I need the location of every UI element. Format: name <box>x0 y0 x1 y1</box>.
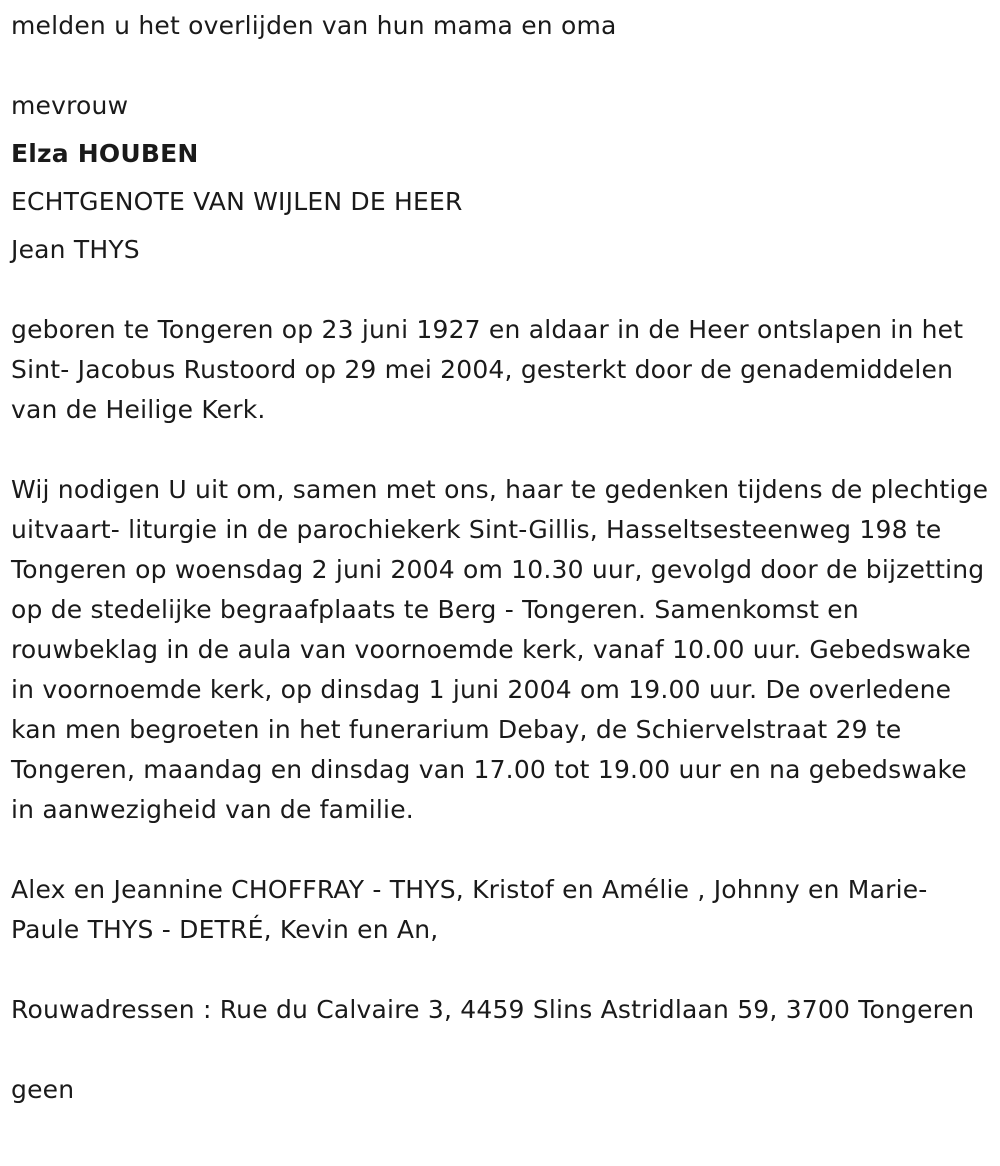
birth-death-paragraph: geboren te Tongeren op 23 juni 1927 en aldaar in de Heer ontslapen in het Sint- Jacobus Rustoord op 29 mei 2004, gesterkt door de genademiddelen van de Heilige Kerk. <box>11 315 964 424</box>
closing-text: geen <box>11 1075 75 1104</box>
intro-text: melden u het overlijden van hun mama en oma <box>11 11 617 40</box>
spacer <box>11 950 995 990</box>
spacer <box>11 126 995 134</box>
family-paragraph: Alex en Jeannine CHOFFRAY - THYS, Kristof en Amélie , Johnny en Marie-Paule THYS - DETRÉ, Kevin en An, <box>11 875 928 944</box>
funeral-info-paragraph: Wij nodigen U uit om, samen met ons, haar te gedenken tijdens de plechtige uitvaart- liturgie in de parochiekerk Sint-Gillis, Hasseltsesteenweg 198 te Tongeren op woensdag 2 juni 2004 om 10.30 uur, gevolgd door de bijzetting op de stedelijke begraafplaats te Berg - Tongeren. Samenkomst en rouwbeklag in de aula van voornoemde kerk, vanaf 10.00 uur. Gebedswake in voornoemde kerk, op dinsdag 1 juni 2004 om 19.00 uur. De overledene kan men begroeten in het funerarium Debay, de Schiervelstraat 29 te Tongeren, maandag en dinsdag van 17.00 tot 19.00 uur en na gebedswake in aanwezigheid van de familie. <box>11 475 989 824</box>
spacer <box>11 46 995 86</box>
spacer <box>11 270 995 310</box>
spacer <box>11 222 995 230</box>
deceased-name: Elza HOUBEN <box>11 139 199 168</box>
spacer <box>11 174 995 182</box>
spacer <box>11 430 995 470</box>
obituary-document <box>11 6 995 1110</box>
spacer <box>11 1030 995 1070</box>
spouse-name: Jean THYS <box>11 235 140 264</box>
salutation: mevrouw <box>11 91 129 120</box>
spacer <box>11 830 995 870</box>
addresses-paragraph: Rouwadressen : Rue du Calvaire 3, 4459 Slins Astridlaan 59, 3700 Tongeren <box>11 995 975 1024</box>
spouse-title: ECHTGENOTE VAN WIJLEN DE HEER <box>11 187 463 216</box>
